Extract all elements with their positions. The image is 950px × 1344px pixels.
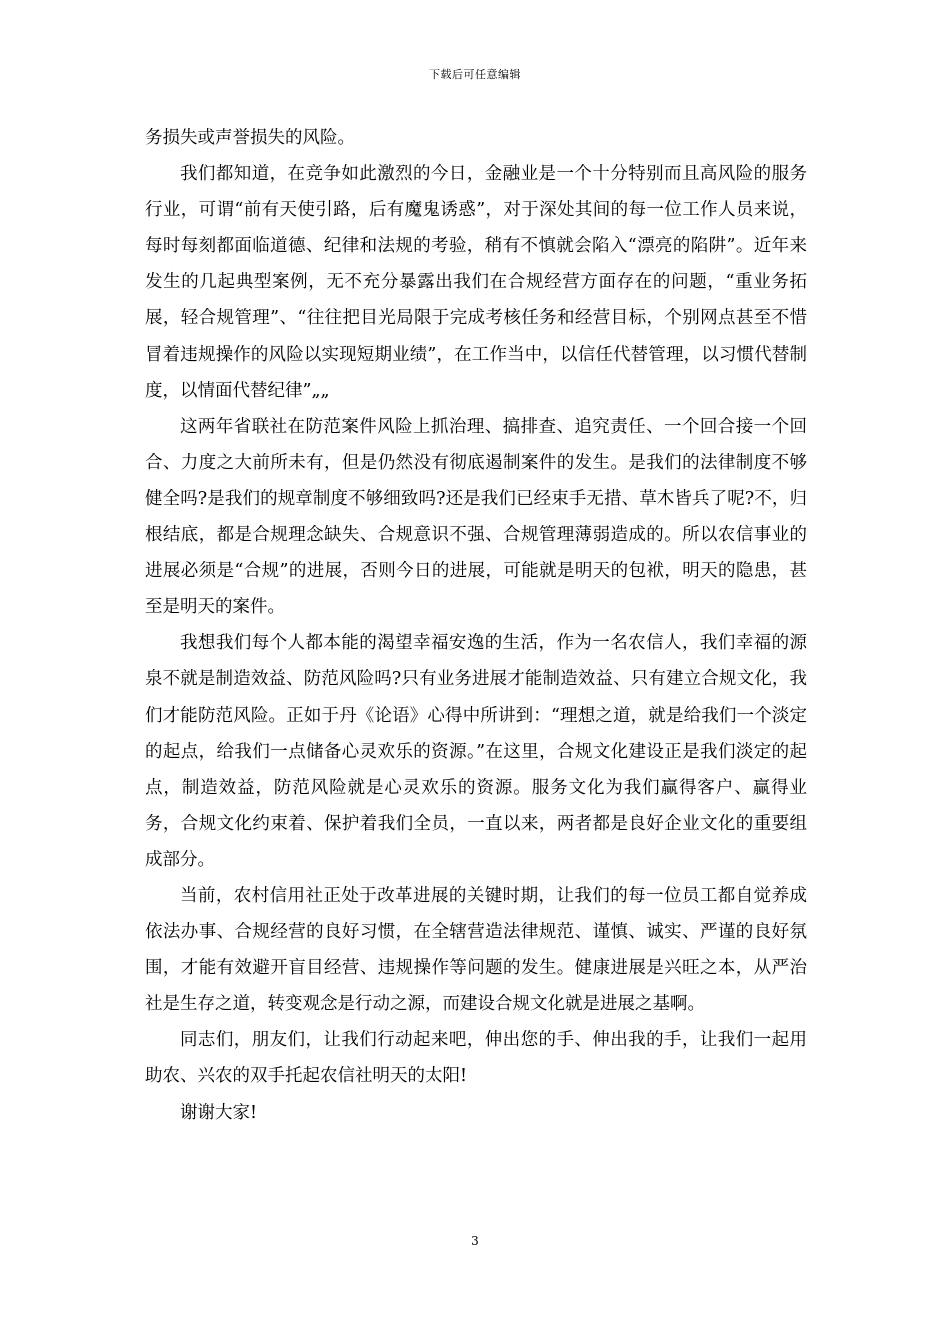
paragraph: 我们都知道，在竞争如此激烈的今日，金融业是一个十分特别而且高风险的服务行业，可谓“前有天使引路，后有魔鬼诱惑”，对于深处其间的每一位工作人员来说，每时每刻都面临道德、纪律和法规的考验，稍有不慎就会陷入“漂亮的陷阱”。近年来发生的几起典型案例，无不充分暴露出我们在合规经营方面存在的问题，“重业务拓展，轻合规管理”、“往往把目光局限于完成考核任务和经营目标，个别网点甚至不惜冒着违规操作的风险以实现短期业绩”，在工作当中，以信任代替管理，以习惯代替制度，以情面代替纪律”„„ bbox=[145, 164, 807, 401]
closing-line: 谢谢大家! bbox=[180, 1102, 258, 1123]
page-header: 下载后可任意编辑 bbox=[429, 68, 521, 81]
page-number: 3 bbox=[471, 1234, 479, 1248]
paragraph-continued: 务损失或声誉损失的风险。 bbox=[145, 128, 355, 148]
paragraph: 这两年省联社在防范案件风险上抓治理、搞排查、追究责任、一个回合接一个回合、力度之大前所未有，但是仍然没有彻底遏制案件的发生。是我们的法律制度不够健全吗?是我们的规章制度不够细致吗?还是我们已经束手无措、草木皆兵了呢?不，归根结底，都是合规理念缺失、合规意识不强、合规管理薄弱造成的。所以农信事业的进展必须是“合规”的进展，否则今日的进展，可能就是明天的包袱，明天的隐患，甚至是明天的案件。 bbox=[145, 416, 807, 618]
paragraph: 同志们，朋友们，让我们行动起来吧，伸出您的手、伸出我的手，让我们一起用助农、兴农的双手托起农信社明天的太阳! bbox=[145, 1030, 807, 1087]
paragraph: 我想我们每个人都本能的渴望幸福安逸的生活，作为一名农信人，我们幸福的源泉不就是制造效益、防范风险吗?只有业务进展才能制造效益、只有建立合规文化，我们才能防范风险。正如于丹《论语》心得中所讲到：“理想之道，就是给我们一个淡定的起点，给我们一点储备心灵欢乐的资源。”在这里，合规文化建设正是我们淡定的起点，制造效益，防范风险就是心灵欢乐的资源。服务文化为我们赢得客户、赢得业务，合规文化约束着、保护着我们全员，一直以来，两者都是良好企业文化的重要组成部分。 bbox=[145, 633, 807, 870]
document-body bbox=[145, 120, 807, 1131]
paragraph: 当前，农村信用社正处于改革进展的关键时期，让我们的每一位员工都自觉养成依法办事、合规经营的良好习惯，在全辖营造法律规范、谨慎、诚实、严谨的良好氛围，才能有效避开盲目经营、违规操作等问题的发生。健康进展是兴旺之本，从严治社是生存之道，转变观念是行动之源，而建设合规文化就是进展之基啊。 bbox=[145, 885, 807, 1015]
